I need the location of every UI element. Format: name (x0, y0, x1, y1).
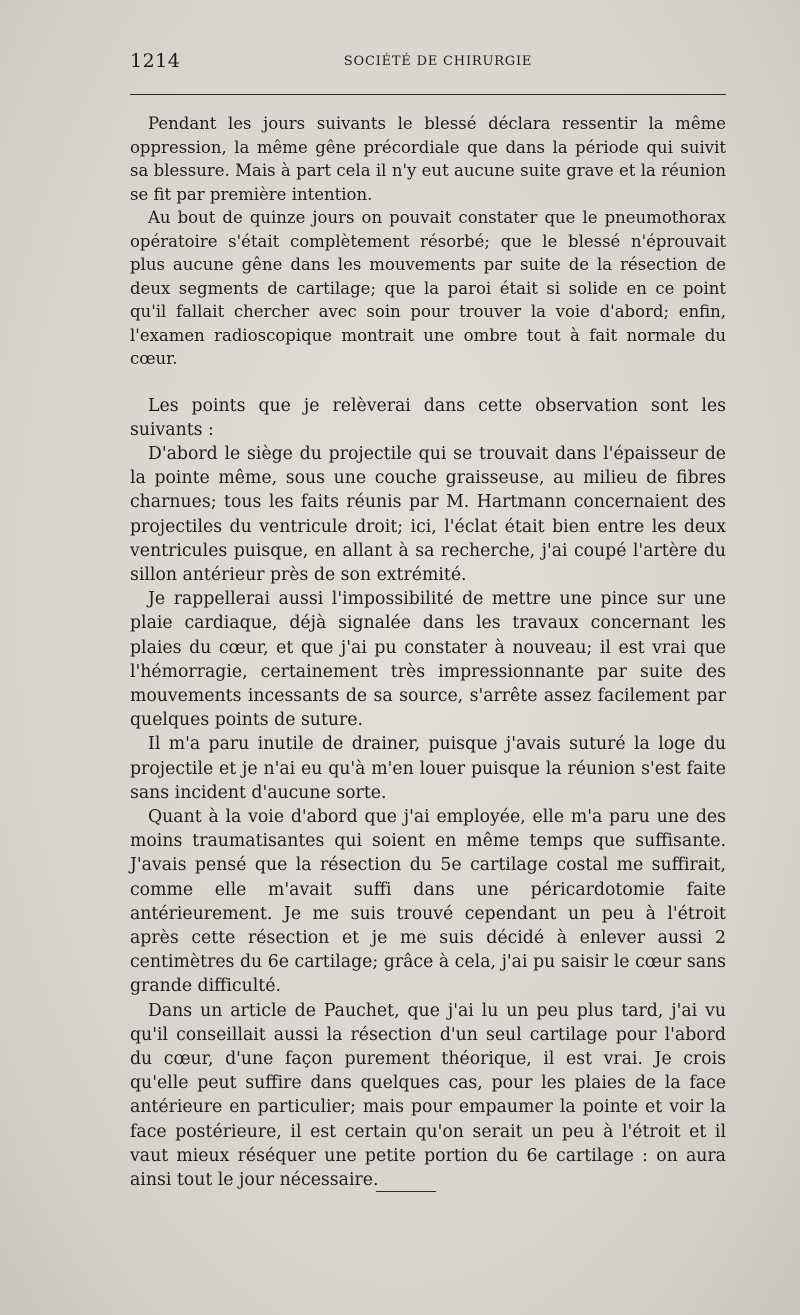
end-rule (376, 1191, 436, 1192)
section-2 (130, 394, 726, 1193)
header-rule (130, 94, 726, 95)
running-title: SOCIÉTÉ DE CHIRURGIE (343, 54, 533, 69)
paragraph: Au bout de quinze jours on pouvait constater que le pneumothorax opératoire s'était complètement résorbé; que le blessé n'éprouvait plus aucune gêne dans les mouvements par suite de la résection de deux segments de cartilage; que la paroi était si solide en ce point qu'il fallait chercher avec soin pour trouver la voie d'abord; enfin, l'examen radioscopique montrait une ombre tout à fait normale du cœur. (130, 208, 726, 368)
paragraph: Dans un article de Pauchet, que j'ai lu un peu plus tard, j'ai vu qu'il conseillait aussi la résection d'un seul cartilage pour l'abord du cœur, d'une façon purement théorique, il est vrai. Je crois qu'elle peut suffire dans quelques cas, pour les plaies de la face antérieure en particulier; mais pour empaumer la pointe et voir la face postérieure, il est certain qu'on serait un peu à l'étroit et il vaut mieux réséquer une petite portion du 6e cartilage : on aura ainsi tout le jour nécessaire. (130, 1000, 726, 1190)
body-text (130, 112, 726, 1192)
paragraph: Il m'a paru inutile de drainer, puisque j'avais suturé la loge du projectile et je n'ai eu qu'à m'en louer puisque la réunion s'est faite sans incident d'aucune sorte. (130, 734, 726, 803)
paragraph: Les points que je relèverai dans cette observation sont les suivants : (130, 395, 726, 440)
paragraph: Pendant les jours suivants le blessé déclara ressentir la même oppression, la même gêne précordiale que dans la période qui suivit sa blessure. Mais à part cela il n'y eut aucune suite grave et la réunion se fit par première intention. (130, 114, 726, 204)
section-1 (130, 112, 726, 371)
page-header (130, 50, 726, 80)
paragraph: Je rappellerai aussi l'impossibilité de mettre une pince sur une plaie cardiaque, déjà signalée dans les travaux concernant les plaies du cœur, et que j'ai pu constater à nouveau; il est vrai que l'hémorragie, certainement très impressionnante par suite des mouvements incessants de sa source, s'arrête assez facilement par quelques points de suture. (130, 589, 726, 731)
page-number: 1214 (130, 50, 181, 72)
paragraph: D'abord le siège du projectile qui se trouvait dans l'épaisseur de la pointe même, sous une couche graisseuse, au milieu de fibres charnues; tous les faits réunis par M. Hartmann concernaient des projectiles du ventricule droit; ici, l'éclat était bien entre les deux ventricules puisque, en allant à sa recherche, j'ai coupé l'artère du sillon antérieur près de son extrémité. (130, 443, 726, 585)
paragraph: Quant à la voie d'abord que j'ai employée, elle m'a paru une des moins traumatisantes qui soient en même temps que suffisante. J'avais pensé que la résection du 5e cartilage costal me suffirait, comme elle m'avait suffi dans une péricardotomie faite antérieurement. Je me suis trouvé cependant un peu à l'étroit après cette résection et je me suis décidé à enlever aussi 2 centimètres du 6e cartilage; grâce à cela, j'ai pu saisir le cœur sans grande difficulté. (130, 806, 726, 997)
